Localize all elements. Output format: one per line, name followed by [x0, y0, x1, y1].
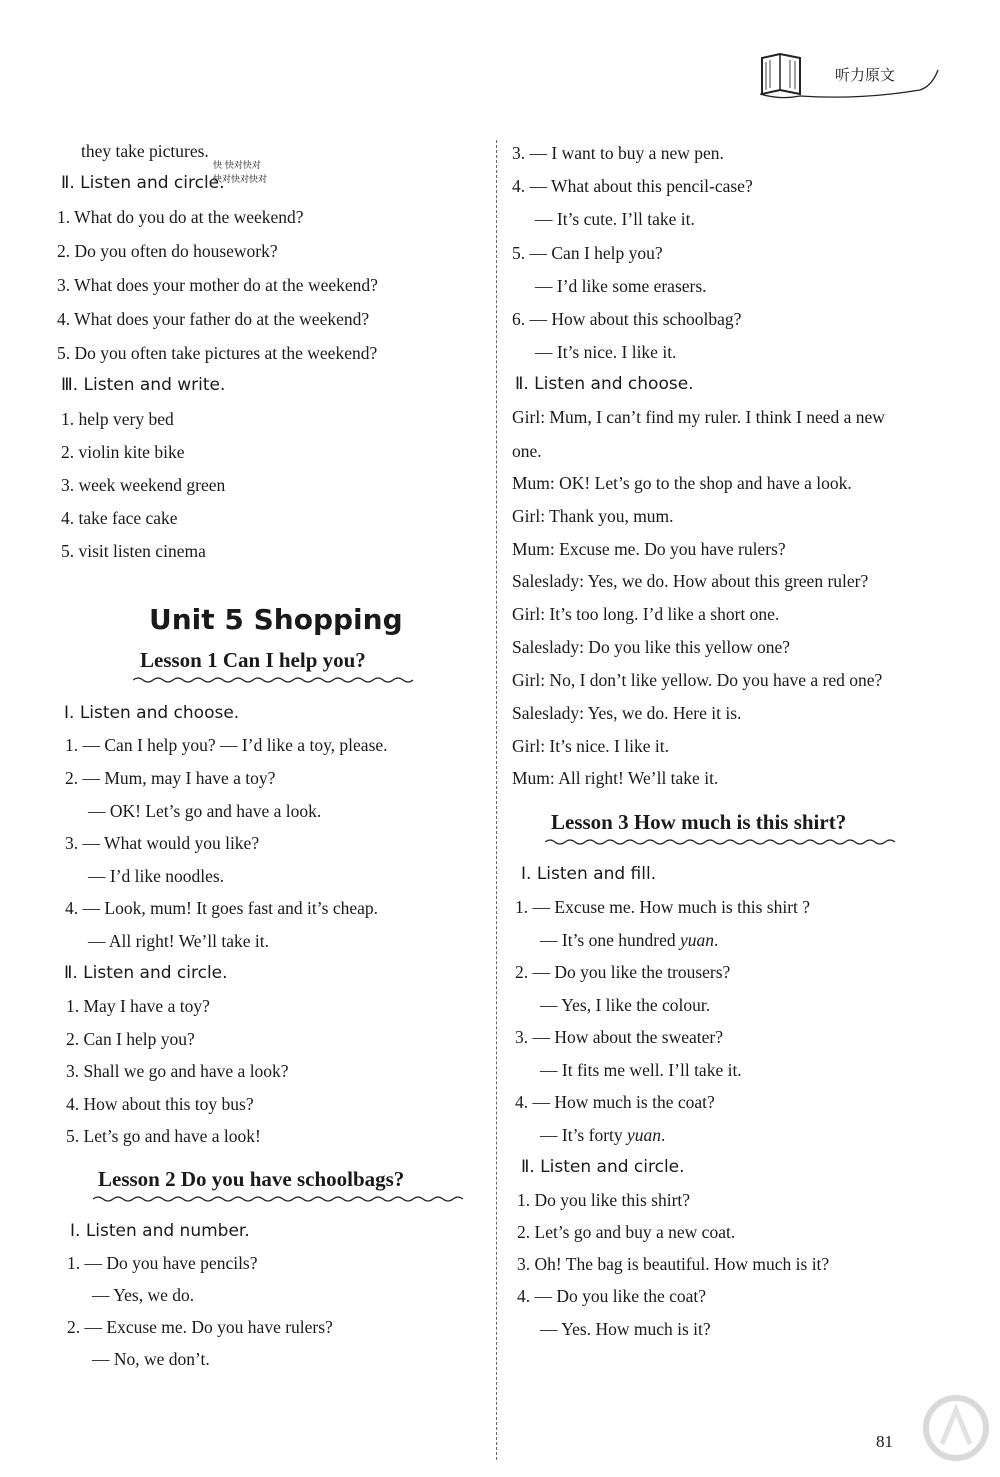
text-line: 1. — Do you have pencils?: [67, 1253, 258, 1273]
text-line: — I’d like some erasers.: [535, 276, 707, 296]
text-line: 2. Do you often do housework?: [57, 241, 278, 261]
wavy-underline: [545, 837, 901, 847]
text-line: 4. — Do you like the coat?: [517, 1286, 707, 1306]
text-line: — It’s forty yuan.: [540, 1125, 666, 1145]
text-line: 2. — Mum, may I have a toy?: [65, 768, 276, 788]
wavy-underline: [93, 1194, 463, 1204]
text-line: — Yes, we do.: [92, 1285, 195, 1305]
unit-title: Unit 5 Shopping: [149, 603, 403, 636]
text-line: 4. take face cake: [61, 508, 178, 528]
stamp-text: 快 快对快对: [213, 161, 261, 171]
text-line: Girl: It’s nice. I like it.: [512, 736, 669, 756]
text-line: — I’d like noodles.: [88, 866, 225, 886]
text-line: 4. — What about this pencil-case?: [512, 176, 753, 196]
text-line: — Yes. How much is it?: [540, 1319, 711, 1339]
text-line: 3. — I want to buy a new pen.: [512, 143, 724, 163]
section-heading: Ⅲ. Listen and write.: [61, 375, 226, 395]
text-line: 3. Oh! The bag is beautiful. How much is it?: [517, 1254, 830, 1274]
text-line: 5. — Can I help you?: [512, 243, 663, 263]
text-line: 1. — Excuse me. How much is this shirt ?: [515, 897, 811, 917]
text-line: 2. — Do you like the trousers?: [515, 962, 731, 982]
section-heading: Ⅰ. Listen and fill.: [521, 864, 657, 884]
text-line: 6. — How about this schoolbag?: [512, 309, 742, 329]
column-divider: [496, 140, 497, 1460]
text-line: Mum: All right! We’ll take it.: [512, 768, 719, 788]
text-line: 2. Let’s go and buy a new coat.: [517, 1222, 736, 1242]
section-heading: Ⅱ. Listen and circle.: [61, 173, 225, 193]
text-line: 4. What does your father do at the weekend?: [57, 309, 370, 329]
text-line: they take pictures.: [81, 141, 209, 161]
text-line: — It’s one hundred yuan.: [540, 930, 719, 950]
section-heading: Ⅱ. Listen and circle.: [521, 1157, 685, 1177]
section-heading: Ⅰ. Listen and number.: [70, 1221, 250, 1241]
text-line: — It’s nice. I like it.: [535, 342, 677, 362]
text-line: Mum: OK! Let’s go to the shop and have a look.: [512, 473, 852, 493]
text-line: Saleslady: Yes, we do. Here it is.: [512, 703, 742, 723]
text-line: Saleslady: Yes, we do. How about this green ruler?: [512, 571, 869, 591]
wavy-underline: [133, 675, 415, 685]
text-line: — All right! We’ll take it.: [88, 931, 270, 951]
header-title: 听力原文: [835, 66, 896, 84]
text-line: — No, we don’t.: [92, 1349, 210, 1369]
text-line: 4. How about this toy bus?: [66, 1094, 254, 1114]
text-line: 4. — How much is the coat?: [515, 1092, 715, 1112]
text-line: 1. help very bed: [61, 409, 174, 429]
watermark-logo-icon: [912, 1384, 1000, 1474]
text-line: 4. — Look, mum! It goes fast and it’s cheap.: [65, 898, 378, 918]
text-line: 3. Shall we go and have a look?: [66, 1061, 289, 1081]
section-heading: Ⅱ. Listen and circle.: [64, 963, 228, 983]
text-line: 3. — What would you like?: [65, 833, 260, 853]
text-line: 5. Do you often take pictures at the weekend?: [57, 343, 378, 363]
text-line: — Yes, I like the colour.: [540, 995, 711, 1015]
page-number: 81: [876, 1432, 893, 1451]
text-line: 2. — Excuse me. Do you have rulers?: [67, 1317, 333, 1337]
text-line: Girl: Thank you, mum.: [512, 506, 674, 526]
text-line: 3. What does your mother do at the weekend?: [57, 275, 378, 295]
text-line: 2. violin kite bike: [61, 442, 185, 462]
lesson-title: Lesson 2 Do you have schoolbags?: [98, 1167, 405, 1191]
section-heading: Ⅱ. Listen and choose.: [515, 374, 694, 394]
lesson-title: Lesson 3 How much is this shirt?: [551, 810, 847, 834]
text-line: Girl: Mum, I can’t find my ruler. I think I need a new: [512, 407, 885, 427]
text-line: 1. What do you do at the weekend?: [57, 207, 304, 227]
text-line: Saleslady: Do you like this yellow one?: [512, 637, 791, 657]
stamp-text: 快对快对快对: [213, 175, 268, 185]
text-line: Mum: Excuse me. Do you have rulers?: [512, 539, 786, 559]
lesson-title: Lesson 1 Can I help you?: [140, 648, 366, 672]
text-line: 1. May I have a toy?: [66, 996, 210, 1016]
text-line: 2. Can I help you?: [66, 1029, 195, 1049]
text-line: Girl: No, I don’t like yellow. Do you have a red one?: [512, 670, 883, 690]
text-line: — OK! Let’s go and have a look.: [88, 801, 322, 821]
text-line: 5. Let’s go and have a look!: [66, 1126, 261, 1146]
text-line: one.: [512, 441, 542, 461]
text-line: 3. week weekend green: [61, 475, 226, 495]
text-line: — It’s cute. I’ll take it.: [535, 209, 695, 229]
text-line: Girl: It’s too long. I’d like a short one.: [512, 604, 780, 624]
text-line: 1. — Can I help you? — I’d like a toy, please.: [65, 735, 388, 755]
section-heading: Ⅰ. Listen and choose.: [64, 703, 240, 723]
text-line: 3. — How about the sweater?: [515, 1027, 723, 1047]
text-line: 1. Do you like this shirt?: [517, 1190, 691, 1210]
text-line: 5. visit listen cinema: [61, 541, 206, 561]
text-line: — It fits me well. I’ll take it.: [540, 1060, 742, 1080]
